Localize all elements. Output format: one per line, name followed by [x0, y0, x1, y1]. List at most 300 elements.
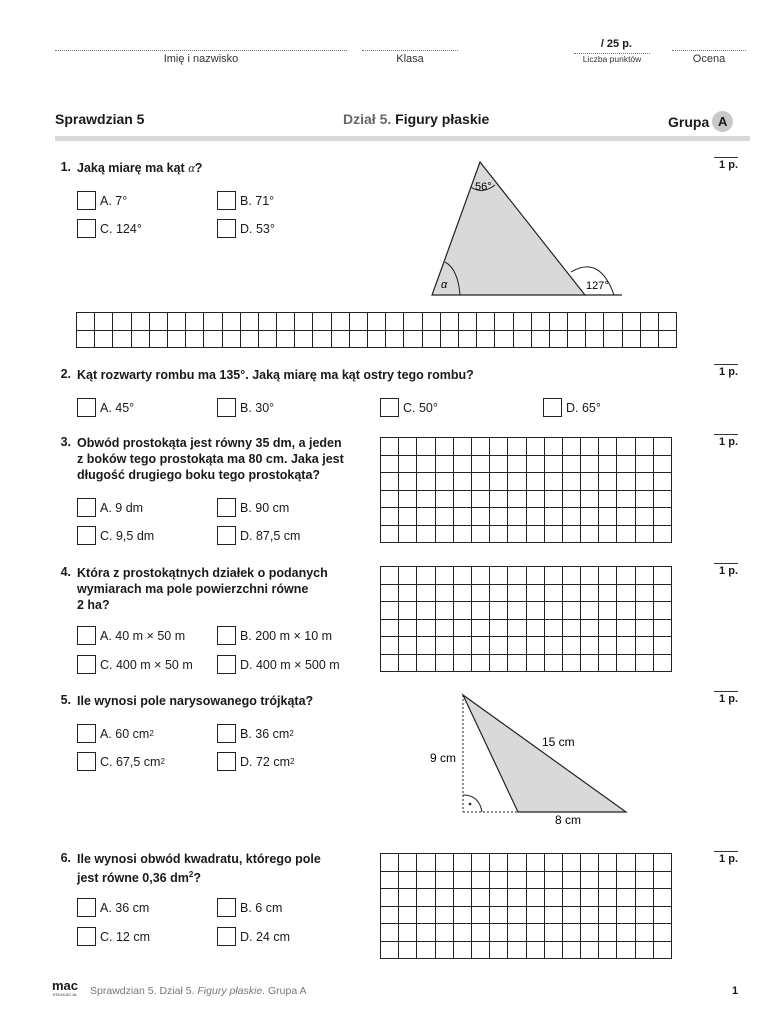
grid-cell[interactable] [295, 330, 313, 348]
q2-checkbox-a[interactable] [77, 398, 96, 417]
grid-cell[interactable] [149, 330, 167, 348]
grid-cell[interactable] [399, 871, 417, 889]
grid-cell[interactable] [526, 619, 544, 637]
grid-cell[interactable] [544, 906, 562, 924]
grid-cell[interactable] [417, 637, 435, 655]
grid-cell[interactable] [381, 473, 399, 491]
grid-cell[interactable] [399, 906, 417, 924]
grid-cell[interactable] [508, 906, 526, 924]
grid-cell[interactable] [508, 871, 526, 889]
grid-cell[interactable] [562, 602, 580, 620]
grid-cell[interactable] [477, 330, 495, 348]
grid-cell[interactable] [617, 490, 635, 508]
grid-cell[interactable] [635, 525, 653, 543]
grid-cell[interactable] [471, 889, 489, 907]
grid-cell[interactable] [404, 313, 422, 331]
grid-cell[interactable] [471, 906, 489, 924]
grid-cell[interactable] [617, 906, 635, 924]
q4-option-d[interactable]: D. 400 m × 500 m [217, 655, 340, 674]
q1-checkbox-c[interactable] [77, 219, 96, 238]
grid-cell[interactable] [186, 330, 204, 348]
grid-cell[interactable] [381, 906, 399, 924]
grid-cell[interactable] [508, 602, 526, 620]
grid-cell[interactable] [471, 525, 489, 543]
grid-cell[interactable] [471, 567, 489, 585]
q4-option-c[interactable]: C. 400 m × 50 m [77, 655, 193, 674]
grid-cell[interactable] [399, 619, 417, 637]
grid-cell[interactable] [659, 330, 677, 348]
grid-cell[interactable] [599, 602, 617, 620]
grid-cell[interactable] [581, 490, 599, 508]
grid-cell[interactable] [581, 637, 599, 655]
grid-cell[interactable] [526, 637, 544, 655]
grid-cell[interactable] [581, 906, 599, 924]
grid-cell[interactable] [453, 906, 471, 924]
grid-cell[interactable] [635, 871, 653, 889]
grid-cell[interactable] [490, 871, 508, 889]
grid-cell[interactable] [435, 924, 453, 942]
grid-cell[interactable] [417, 854, 435, 872]
grid-cell[interactable] [544, 455, 562, 473]
grid-cell[interactable] [513, 330, 531, 348]
grid-cell[interactable] [599, 438, 617, 456]
grid-cell[interactable] [435, 637, 453, 655]
grid-cell[interactable] [381, 567, 399, 585]
grid-cell[interactable] [417, 525, 435, 543]
grid-cell[interactable] [399, 525, 417, 543]
q1-checkbox-a[interactable] [77, 191, 96, 210]
grid-cell[interactable] [453, 602, 471, 620]
grid-cell[interactable] [544, 490, 562, 508]
q5-option-d[interactable]: D. 72 cm 2 [217, 752, 294, 771]
grid-cell[interactable] [653, 567, 671, 585]
grid-cell[interactable] [381, 584, 399, 602]
grid-cell[interactable] [381, 455, 399, 473]
grid-cell[interactable] [471, 602, 489, 620]
grid-cell[interactable] [381, 490, 399, 508]
grid-cell[interactable] [544, 924, 562, 942]
grid-cell[interactable] [635, 854, 653, 872]
grid-cell[interactable] [417, 941, 435, 959]
grid-cell[interactable] [544, 602, 562, 620]
grid-cell[interactable] [435, 619, 453, 637]
grid-cell[interactable] [617, 584, 635, 602]
grid-cell[interactable] [599, 941, 617, 959]
grid-cell[interactable] [526, 854, 544, 872]
grid-cell[interactable] [599, 584, 617, 602]
grid-cell[interactable] [617, 567, 635, 585]
q6-option-b[interactable]: B. 6 cm [217, 898, 282, 917]
grid-cell[interactable] [617, 438, 635, 456]
q3-option-d[interactable]: D. 87,5 cm [217, 526, 300, 545]
grid-cell[interactable] [435, 602, 453, 620]
grid-cell[interactable] [653, 941, 671, 959]
grid-cell[interactable] [508, 619, 526, 637]
grid-cell[interactable] [131, 330, 149, 348]
grid-cell[interactable] [186, 313, 204, 331]
grid-cell[interactable] [622, 330, 640, 348]
grid-cell[interactable] [222, 330, 240, 348]
grid-cell[interactable] [508, 889, 526, 907]
grid-cell[interactable] [581, 619, 599, 637]
grid-cell[interactable] [508, 473, 526, 491]
grid-cell[interactable] [77, 313, 95, 331]
grid-cell[interactable] [526, 602, 544, 620]
grid-cell[interactable] [562, 584, 580, 602]
grid-cell[interactable] [490, 637, 508, 655]
grid-cell[interactable] [417, 508, 435, 526]
grid-cell[interactable] [435, 473, 453, 491]
grid-cell[interactable] [635, 473, 653, 491]
q2-option-c[interactable]: C. 50° [380, 398, 438, 417]
grid-cell[interactable] [131, 313, 149, 331]
grid-cell[interactable] [422, 313, 440, 331]
grid-cell[interactable] [562, 924, 580, 942]
q1-checkbox-d[interactable] [217, 219, 236, 238]
grid-cell[interactable] [471, 871, 489, 889]
grid-cell[interactable] [617, 924, 635, 942]
q3-answer-grid[interactable] [380, 437, 672, 543]
grid-cell[interactable] [113, 313, 131, 331]
grid-cell[interactable] [653, 508, 671, 526]
grid-cell[interactable] [581, 508, 599, 526]
grid-cell[interactable] [453, 854, 471, 872]
grid-cell[interactable] [495, 313, 513, 331]
grid-cell[interactable] [526, 584, 544, 602]
grid-cell[interactable] [331, 330, 349, 348]
grid-cell[interactable] [659, 313, 677, 331]
grid-cell[interactable] [240, 313, 258, 331]
grid-cell[interactable] [544, 438, 562, 456]
grid-cell[interactable] [435, 438, 453, 456]
q2-option-b[interactable]: B. 30° [217, 398, 274, 417]
name-field[interactable] [55, 50, 347, 65]
grid-cell[interactable] [581, 602, 599, 620]
grid-cell[interactable] [526, 567, 544, 585]
grid-cell[interactable] [526, 924, 544, 942]
grid-cell[interactable] [399, 473, 417, 491]
grid-cell[interactable] [526, 455, 544, 473]
q1-answer-grid[interactable] [76, 312, 677, 348]
q4-option-a[interactable]: A. 40 m × 50 m [77, 626, 185, 645]
grid-cell[interactable] [617, 637, 635, 655]
grid-cell[interactable] [635, 941, 653, 959]
grid-cell[interactable] [544, 525, 562, 543]
grid-cell[interactable] [544, 854, 562, 872]
grid-cell[interactable] [471, 924, 489, 942]
grid-cell[interactable] [653, 490, 671, 508]
grid-cell[interactable] [435, 854, 453, 872]
grid-cell[interactable] [435, 455, 453, 473]
grid-cell[interactable] [526, 654, 544, 672]
grid-cell[interactable] [435, 941, 453, 959]
grid-cell[interactable] [599, 525, 617, 543]
grid-cell[interactable] [399, 508, 417, 526]
grid-cell[interactable] [435, 525, 453, 543]
grid-cell[interactable] [417, 438, 435, 456]
grid-cell[interactable] [617, 941, 635, 959]
q3-checkbox-d[interactable] [217, 526, 236, 545]
grid-cell[interactable] [381, 654, 399, 672]
grid-cell[interactable] [490, 889, 508, 907]
grid-cell[interactable] [562, 438, 580, 456]
grid-cell[interactable] [617, 871, 635, 889]
grid-cell[interactable] [544, 567, 562, 585]
grid-cell[interactable] [562, 654, 580, 672]
grid-cell[interactable] [526, 473, 544, 491]
grid-cell[interactable] [653, 602, 671, 620]
q6-option-a[interactable]: A. 36 cm [77, 898, 149, 917]
grid-cell[interactable] [471, 854, 489, 872]
grid-cell[interactable] [544, 889, 562, 907]
q4-checkbox-d[interactable] [217, 655, 236, 674]
grid-cell[interactable] [640, 330, 658, 348]
grid-cell[interactable] [653, 854, 671, 872]
grid-cell[interactable] [549, 313, 567, 331]
grid-cell[interactable] [635, 438, 653, 456]
grid-cell[interactable] [599, 455, 617, 473]
q5-checkbox-c[interactable] [77, 752, 96, 771]
grid-cell[interactable] [458, 313, 476, 331]
grid-cell[interactable] [417, 619, 435, 637]
grid-cell[interactable] [599, 637, 617, 655]
grid-cell[interactable] [581, 924, 599, 942]
q6-option-c[interactable]: C. 12 cm [77, 927, 150, 946]
grid-cell[interactable] [453, 490, 471, 508]
grid-cell[interactable] [581, 654, 599, 672]
grid-cell[interactable] [435, 889, 453, 907]
grid-cell[interactable] [562, 854, 580, 872]
grid-cell[interactable] [526, 490, 544, 508]
grid-cell[interactable] [490, 906, 508, 924]
grid-cell[interactable] [95, 313, 113, 331]
grid-cell[interactable] [508, 438, 526, 456]
q5-option-a[interactable]: A. 60 cm 2 [77, 724, 154, 743]
grid-cell[interactable] [417, 906, 435, 924]
grid-cell[interactable] [471, 584, 489, 602]
grid-cell[interactable] [417, 602, 435, 620]
grid-cell[interactable] [113, 330, 131, 348]
grid-cell[interactable] [604, 313, 622, 331]
grid-cell[interactable] [599, 567, 617, 585]
grid-cell[interactable] [599, 473, 617, 491]
grid-cell[interactable] [381, 854, 399, 872]
grid-cell[interactable] [653, 871, 671, 889]
grid-cell[interactable] [581, 941, 599, 959]
grid-cell[interactable] [386, 330, 404, 348]
q2-option-a[interactable]: A. 45° [77, 398, 134, 417]
grid-cell[interactable] [653, 637, 671, 655]
grid-cell[interactable] [640, 313, 658, 331]
grid-cell[interactable] [399, 654, 417, 672]
grid-cell[interactable] [453, 567, 471, 585]
grid-cell[interactable] [490, 584, 508, 602]
grid-cell[interactable] [635, 924, 653, 942]
grid-cell[interactable] [599, 871, 617, 889]
grid-cell[interactable] [435, 871, 453, 889]
grid-cell[interactable] [258, 330, 276, 348]
grid-cell[interactable] [544, 473, 562, 491]
grid-cell[interactable] [581, 889, 599, 907]
grid-cell[interactable] [422, 330, 440, 348]
grid-cell[interactable] [417, 473, 435, 491]
grid-cell[interactable] [349, 313, 367, 331]
grid-cell[interactable] [417, 455, 435, 473]
grid-cell[interactable] [562, 637, 580, 655]
grid-cell[interactable] [599, 889, 617, 907]
grid-cell[interactable] [508, 455, 526, 473]
grid-cell[interactable] [617, 508, 635, 526]
grid-cell[interactable] [453, 455, 471, 473]
grid-cell[interactable] [653, 438, 671, 456]
grid-cell[interactable] [399, 602, 417, 620]
grid-cell[interactable] [240, 330, 258, 348]
grid-cell[interactable] [453, 619, 471, 637]
q2-checkbox-b[interactable] [217, 398, 236, 417]
grid-cell[interactable] [149, 313, 167, 331]
grid-cell[interactable] [544, 508, 562, 526]
grid-cell[interactable] [399, 924, 417, 942]
grid-cell[interactable] [635, 584, 653, 602]
q4-option-b[interactable]: B. 200 m × 10 m [217, 626, 332, 645]
grid-cell[interactable] [617, 455, 635, 473]
grid-cell[interactable] [458, 330, 476, 348]
grid-cell[interactable] [399, 455, 417, 473]
grid-cell[interactable] [495, 330, 513, 348]
grid-cell[interactable] [349, 330, 367, 348]
grid-cell[interactable] [381, 438, 399, 456]
grid-cell[interactable] [471, 654, 489, 672]
grid-cell[interactable] [568, 330, 586, 348]
grid-cell[interactable] [222, 313, 240, 331]
grid-cell[interactable] [513, 313, 531, 331]
grid-cell[interactable] [653, 619, 671, 637]
grid-cell[interactable] [490, 854, 508, 872]
points-field[interactable] [574, 38, 650, 64]
grid-cell[interactable] [653, 473, 671, 491]
q1-option-a[interactable]: A. 7° [77, 191, 127, 210]
grid-cell[interactable] [653, 455, 671, 473]
grid-cell[interactable] [508, 637, 526, 655]
grid-cell[interactable] [581, 473, 599, 491]
grid-cell[interactable] [586, 313, 604, 331]
grid-cell[interactable] [617, 619, 635, 637]
grid-cell[interactable] [581, 854, 599, 872]
q3-checkbox-a[interactable] [77, 498, 96, 517]
grid-cell[interactable] [453, 438, 471, 456]
grid-cell[interactable] [617, 602, 635, 620]
grid-cell[interactable] [599, 906, 617, 924]
grid-cell[interactable] [508, 567, 526, 585]
q2-option-d[interactable]: D. 65° [543, 398, 601, 417]
q5-checkbox-d[interactable] [217, 752, 236, 771]
grid-cell[interactable] [277, 330, 295, 348]
grid-cell[interactable] [331, 313, 349, 331]
grid-cell[interactable] [453, 889, 471, 907]
grid-cell[interactable] [295, 313, 313, 331]
grid-cell[interactable] [617, 889, 635, 907]
grid-cell[interactable] [526, 906, 544, 924]
q2-checkbox-c[interactable] [380, 398, 399, 417]
grid-cell[interactable] [381, 619, 399, 637]
grid-cell[interactable] [581, 567, 599, 585]
grid-cell[interactable] [490, 455, 508, 473]
grid-cell[interactable] [77, 330, 95, 348]
grid-cell[interactable] [471, 637, 489, 655]
q5-checkbox-b[interactable] [217, 724, 236, 743]
grid-cell[interactable] [508, 584, 526, 602]
grid-cell[interactable] [471, 473, 489, 491]
grid-cell[interactable] [440, 330, 458, 348]
grid-cell[interactable] [381, 889, 399, 907]
q6-option-d[interactable]: D. 24 cm [217, 927, 290, 946]
grid-cell[interactable] [399, 854, 417, 872]
grid-cell[interactable] [635, 602, 653, 620]
q4-checkbox-b[interactable] [217, 626, 236, 645]
grid-cell[interactable] [399, 941, 417, 959]
grid-cell[interactable] [435, 906, 453, 924]
grid-cell[interactable] [471, 941, 489, 959]
grid-cell[interactable] [653, 906, 671, 924]
grid-cell[interactable] [531, 330, 549, 348]
grid-cell[interactable] [599, 508, 617, 526]
grid-cell[interactable] [453, 654, 471, 672]
grid-cell[interactable] [490, 924, 508, 942]
grid-cell[interactable] [453, 584, 471, 602]
grid-cell[interactable] [471, 490, 489, 508]
grid-cell[interactable] [617, 473, 635, 491]
q6-checkbox-d[interactable] [217, 927, 236, 946]
grid-cell[interactable] [471, 438, 489, 456]
q5-checkbox-a[interactable] [77, 724, 96, 743]
grid-cell[interactable] [258, 313, 276, 331]
grid-cell[interactable] [399, 438, 417, 456]
grid-cell[interactable] [399, 637, 417, 655]
grid-cell[interactable] [381, 637, 399, 655]
grid-cell[interactable] [490, 602, 508, 620]
grid-cell[interactable] [417, 584, 435, 602]
grid-cell[interactable] [562, 508, 580, 526]
grid-cell[interactable] [635, 619, 653, 637]
q6-answer-grid[interactable] [380, 853, 672, 959]
grid-cell[interactable] [617, 654, 635, 672]
grid-cell[interactable] [617, 525, 635, 543]
grid-cell[interactable] [381, 508, 399, 526]
grid-cell[interactable] [435, 584, 453, 602]
grid-cell[interactable] [581, 525, 599, 543]
grid-cell[interactable] [435, 567, 453, 585]
grid-cell[interactable] [562, 941, 580, 959]
grid-cell[interactable] [490, 438, 508, 456]
grid-cell[interactable] [490, 941, 508, 959]
grid-cell[interactable] [544, 619, 562, 637]
grid-cell[interactable] [471, 619, 489, 637]
grid-cell[interactable] [581, 584, 599, 602]
grid-cell[interactable] [562, 490, 580, 508]
grid-cell[interactable] [635, 567, 653, 585]
grid-cell[interactable] [381, 924, 399, 942]
grid-cell[interactable] [653, 889, 671, 907]
grid-cell[interactable] [568, 313, 586, 331]
grid-cell[interactable] [453, 924, 471, 942]
grid-cell[interactable] [508, 490, 526, 508]
q1-option-c[interactable]: C. 124° [77, 219, 142, 238]
grid-cell[interactable] [544, 871, 562, 889]
q1-checkbox-b[interactable] [217, 191, 236, 210]
grid-cell[interactable] [544, 654, 562, 672]
grid-cell[interactable] [581, 438, 599, 456]
grid-cell[interactable] [435, 654, 453, 672]
